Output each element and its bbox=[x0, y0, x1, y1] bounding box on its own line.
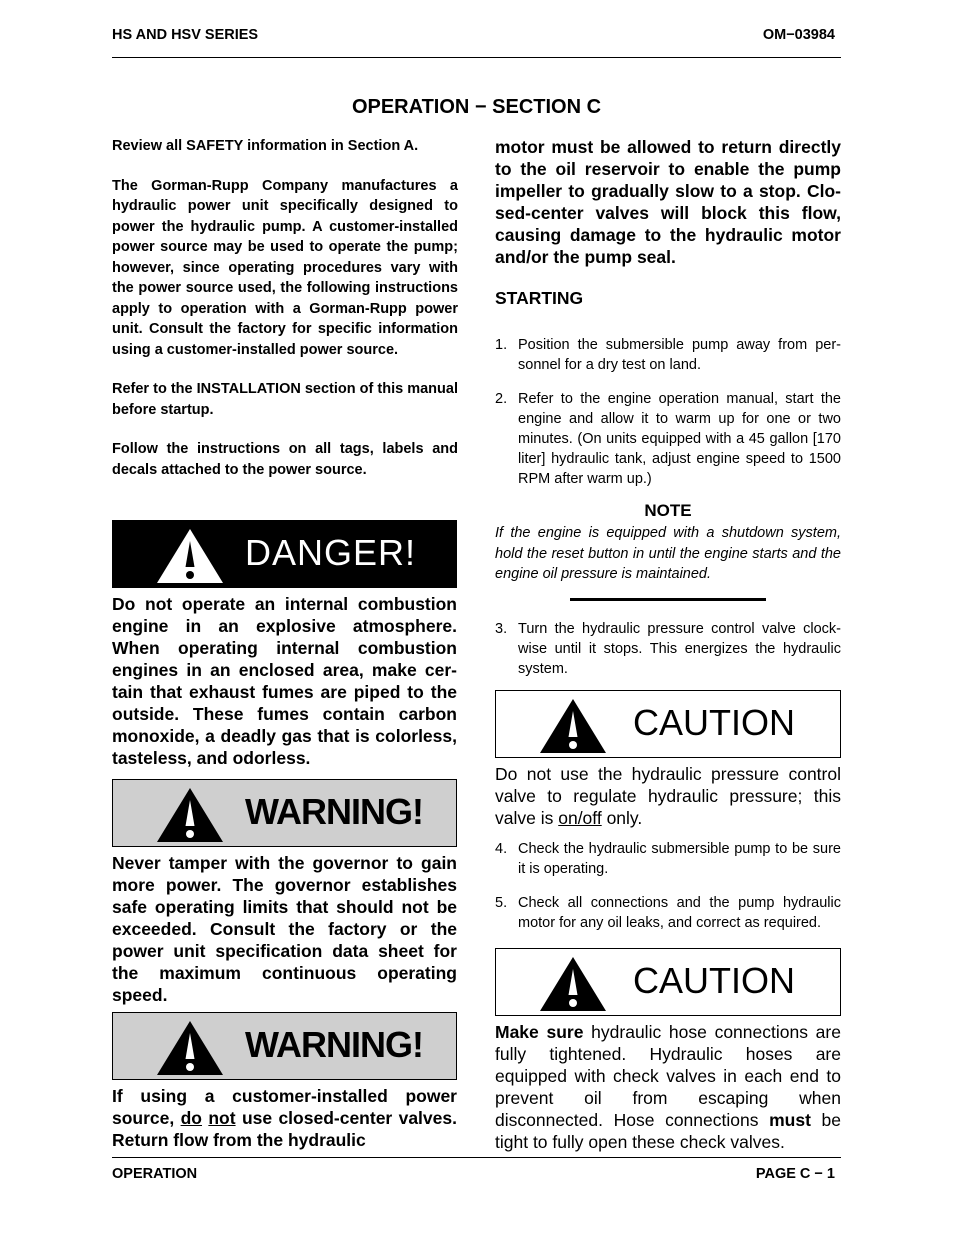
caution-label-2: CAUTION bbox=[633, 960, 795, 1001]
left-column bbox=[112, 136, 458, 480]
caution-text-1-onoff: on/off bbox=[558, 808, 602, 828]
note-text: If the engine is equipped with a shutdown system, hold the reset button in until the engine starts and the engine oil pressure is maintained. bbox=[495, 525, 841, 582]
step-1 bbox=[495, 335, 841, 375]
caution-label-1: CAUTION bbox=[633, 702, 795, 743]
power-unit-paragraph: The Gorman-Rupp Company manufactures a hydraulic power unit specifically designed to power the hydraulic pump. A customer-installed power source may be used to operate the pump; however, since operating procedures vary with the power source used, the following instructions apply to operation with a Gorman-Rupp power unit. Consult the factory for specific information using a customer-installed power source. bbox=[112, 177, 458, 358]
warning-label-1: WARNING! bbox=[245, 791, 423, 832]
step-text: Refer to the engine operation manual, start the engine and allow it to warm up for one or two minutes. (On units equipped with a 45 gallon [170 liter] hydraulic tank, adjust engine speed to 1500 RPM after warm up.) bbox=[518, 391, 841, 487]
warning-text-2-do: do bbox=[180, 1108, 202, 1128]
caution-text-2-mid: hydraulic hose connections are fully tightened. Hydraulic hoses are equipped with check valves in each end to prevent oil from escaping when disconnected. Hose connections bbox=[495, 1022, 841, 1130]
caution-banner-1 bbox=[495, 690, 841, 758]
caution-block-2 bbox=[495, 948, 841, 1153]
step-text: Turn the hydraulic pressure control valve clockwise until it stops. This energizes the hydraulic system. bbox=[518, 620, 841, 677]
footer-section: OPERATION bbox=[112, 1166, 198, 1182]
right-column-top bbox=[495, 136, 841, 679]
warning-block-1 bbox=[112, 779, 457, 1006]
header-rule bbox=[112, 57, 841, 58]
warning-text-2-not: not bbox=[208, 1108, 236, 1128]
header-doc-number: OM−03984 bbox=[762, 27, 835, 43]
danger-label: DANGER! bbox=[245, 532, 417, 573]
warning-label-2: WARNING! bbox=[245, 1024, 423, 1065]
exclamation-triangle-icon bbox=[155, 1019, 225, 1077]
footer-page-number: PAGE C − 1 bbox=[755, 1166, 835, 1182]
installation-reference-paragraph: Refer to the INSTALLATION section of this manual before startup. bbox=[112, 381, 458, 418]
caution-text-2-make-sure: Make sure bbox=[495, 1022, 584, 1042]
warning-block-2 bbox=[112, 1012, 457, 1151]
safety-review-paragraph: Review all SAFETY information in Section A. bbox=[112, 138, 419, 154]
caution-banner-2 bbox=[495, 948, 841, 1016]
caution-block-1 bbox=[495, 690, 841, 933]
step-text: Position the submersible pump away from personnel for a dry test on land. bbox=[518, 337, 841, 373]
footer-rule bbox=[112, 1157, 841, 1158]
note-heading: NOTE bbox=[644, 501, 692, 520]
caution-text-1-pre: Do not use the hydraulic pressure control valve to regulate hydraulic pressure; this valve is bbox=[495, 764, 841, 828]
exclamation-triangle-icon bbox=[538, 697, 608, 755]
exclamation-triangle-icon bbox=[155, 527, 225, 585]
tags-labels-paragraph: Follow the instructions on all tags, labels and decals attached to the power source. bbox=[112, 441, 458, 478]
caution-text-2-must: must bbox=[769, 1110, 811, 1130]
warning-banner-2 bbox=[112, 1012, 457, 1080]
caution-text-2-post: be tight to fully open these check valves. bbox=[495, 1110, 841, 1152]
warning-banner-1 bbox=[112, 779, 457, 847]
step-number: 2. bbox=[495, 391, 508, 407]
step-3 bbox=[495, 619, 841, 679]
danger-text: Do not operate an internal combustion engine in an explosive atmosphere. When operating internal combustion engines in an enclosed area, make certain that exhaust fumes are piped to the outside. These fumes contain carbon monoxide, a deadly gas that is colorless, tasteless, and odorless. bbox=[112, 594, 457, 768]
caution-text-1 bbox=[495, 763, 841, 829]
danger-block bbox=[112, 520, 457, 769]
page-title: OPERATION − SECTION C bbox=[351, 96, 602, 118]
step-number: 5. bbox=[495, 895, 508, 911]
step-text: Check the hydraulic submersible pump to be sure it is operating. bbox=[518, 841, 841, 877]
exclamation-triangle-icon bbox=[155, 786, 225, 844]
note-divider bbox=[570, 598, 766, 601]
step-number: 4. bbox=[495, 841, 508, 857]
warning-text-2-post: use closed-center valves. Return flow from the hydraulic bbox=[112, 1108, 457, 1150]
exclamation-triangle-icon bbox=[538, 955, 608, 1013]
caution-text-1-post: only. bbox=[606, 808, 643, 828]
closed-center-continued-text: motor must be allowed to return directly to the oil reservoir to enable the pump impeller to gradually slow to a stop. Closed-center valves will block this flow, causing damage to the hydraulic motor and/or the pump seal. bbox=[495, 137, 841, 267]
caution-text-2 bbox=[495, 1021, 841, 1153]
step-number: 1. bbox=[495, 337, 508, 353]
warning-text-2 bbox=[112, 1085, 457, 1151]
danger-banner bbox=[112, 520, 457, 588]
step-2 bbox=[495, 389, 841, 489]
header-series: HS AND HSV SERIES bbox=[112, 27, 259, 43]
step-text: Check all connections and the pump hydraulic motor for any oil leaks, and correct as required. bbox=[518, 895, 841, 931]
warning-text-1: Never tamper with the governor to gain more power. The governor establishes safe operating limits that should not be exceeded. Consult the factory or the power unit specification data sheet for the maximum continuous operating speed. bbox=[112, 853, 457, 1005]
starting-heading: STARTING bbox=[495, 288, 584, 308]
warning-text-2-pre: If using a customer-installed power source, bbox=[112, 1086, 457, 1128]
step-5 bbox=[495, 893, 841, 933]
step-number: 3. bbox=[495, 620, 508, 637]
step-4 bbox=[495, 839, 841, 879]
